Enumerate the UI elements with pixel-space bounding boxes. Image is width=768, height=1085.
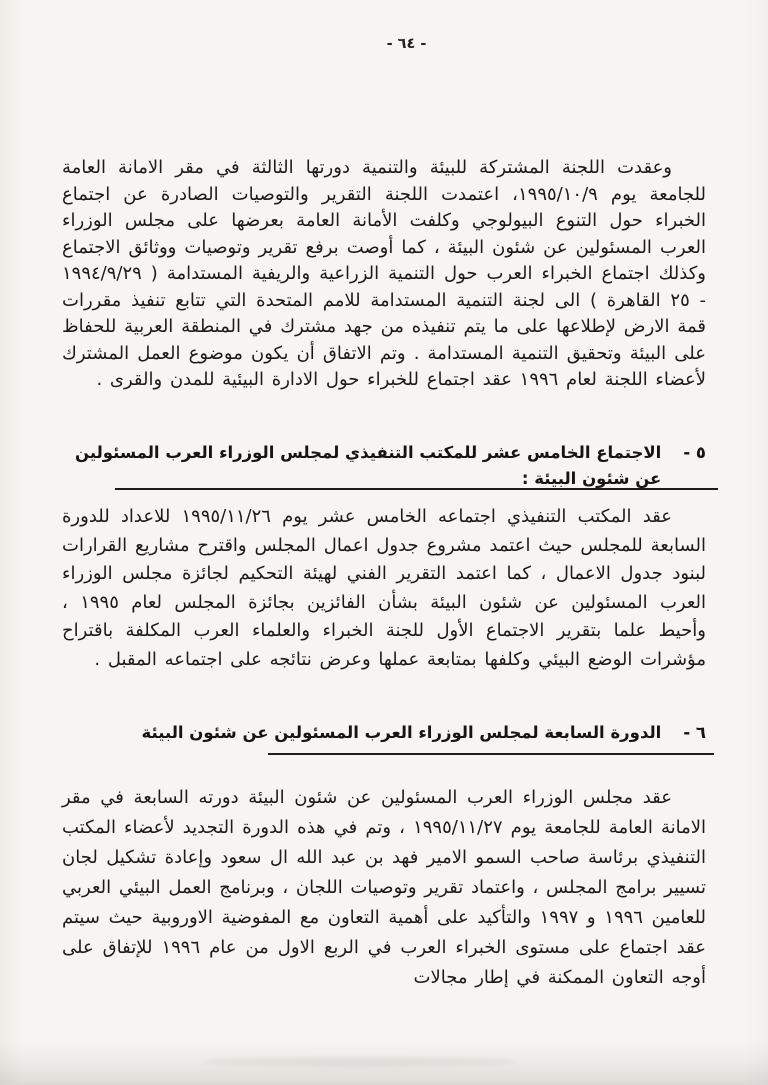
heading-section-5 (62, 440, 706, 492)
heading-6-underline (268, 753, 714, 755)
scan-artifact-bottom-shadow (0, 1039, 768, 1085)
page-number: - ٦٤ - (386, 36, 427, 52)
paragraph-joint-committee-session: وعقدت اللجنة المشتركة للبيئة والتنمية دورتها الثالثة في مقر الامانة العامة للجامعة يوم ١٩٩٥/١٠/٩، اعتمدت اللجنة التقرير والتوصيات الصادرة عن اجتماع الخبراء حول التنوع البيولوجي وكلفت الأمانة العامة بعرضها على مجلس الوزراء العرب المسئولين عن شئون البيئة ، كما أوصت برفع تقرير وتوصيات ووثائق الاجتماع وكذلك اجتماع الخبراء العرب حول التنمية الزراعية والريفية المستدامة ( ١٩٩٤/٩/٢٩ - ٢٥ القاهرة ) الى لجنة التنمية المستدامة للامم المتحدة التي تتابع تنفيذ مقررات قمة الارض لإطلاعها على ما يتم تنفيذه من جهد مشترك في المنطقة العربية للحفاظ على البيئة وتحقيق التنمية المستدامة . وتم الاتفاق أن يكون موضوع العمل المشترك لأعضاء اللجنة لعام ١٩٩٦ عقد اجتماع للخبراء حول الادارة البيئية للمدن والقرى . (62, 157, 707, 390)
heading-section-6 (62, 720, 706, 746)
heading-5-number: ٥ - (683, 443, 706, 462)
heading-6-title: الدورة السابعة لمجلس الوزراء العرب المسئولين عن شئون البيئة (141, 723, 662, 742)
paragraph-council-seventh-session: عقد مجلس الوزراء العرب المسئولين عن شئون البيئة دورته السابعة في مقر الامانة العامة للجامعة يوم ١٩٩٥/١١/٢٧ ، وتم في هذه الدورة التجديد لأعضاء المكتب التنفيذي برئاسة صاحب السمو الامير فهد بن عبد الله ال سعود وإعادة تشكيل لجان تسيير برامج المجلس ، واعتماد تقرير وتوصيات اللجان ، وبرنامج العمل البيئي العربي للعامين ١٩٩٦ و ١٩٩٧ والتأكيد على أهمية التعاون مع المفوضية الاوروبية حيث سيتم عقد اجتماع على مستوى الخبراء العرب في الربع الاول من عام ١٩٩٦ للإتفاق على أوجه التعاون الممكنة في إطار مجالات (62, 787, 707, 988)
paragraph-executive-office-meeting: عقد المكتب التنفيذي اجتماعه الخامس عشر يوم ١٩٩٥/١١/٢٦ للاعداد للدورة السابعة للمجلس حيث اعتمد مشروع جدول اعمال المجلس واقترح مشاريع القرارات لبنود جدول الاعمال ، كما اعتمد التقرير الفني لهيئة التحكيم لجائزة مجلس الوزراء العرب المسئولين عن شئون البيئة بشأن الفائزين بجائزة المجلس لعام ١٩٩٥ ، وأحيط علما بتقرير الاجتماع الأول للجنة الخبراء والعلماء العرب المكلفة باقتراح مؤشرات الوضع البيئي وكلفها بمتابعة عملها وعرض نتائجه على اجتماعه المقبل . (62, 506, 707, 670)
heading-5-title: الاجتماع الخامس عشر للمكتب التنفيذي لمجلس الوزراء العرب المسئولين عن شئون البيئة : (75, 443, 662, 488)
heading-6-number: ٦ - (683, 723, 706, 742)
heading-5-underline (115, 488, 718, 490)
